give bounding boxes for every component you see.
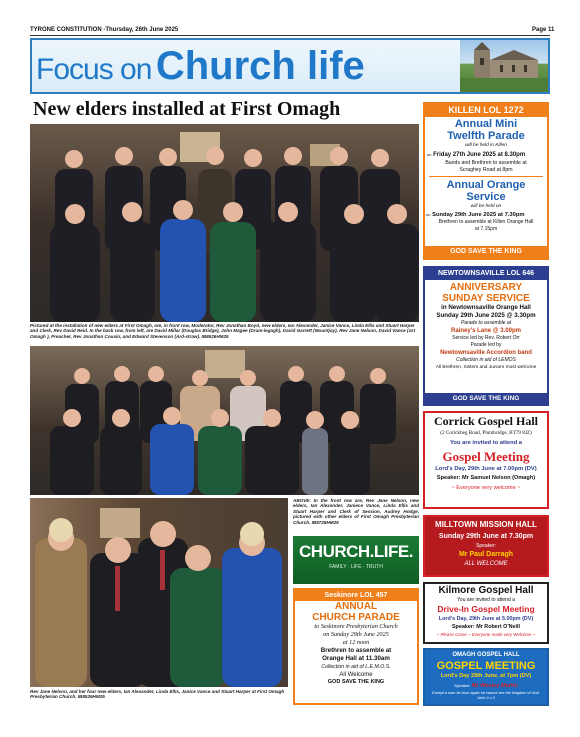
newtownsaville-line-7: Newtownsaville Accordion band: [440, 350, 532, 356]
killen-title-1: Annual Mini: [454, 118, 518, 130]
milltown-advert: [423, 515, 549, 577]
killen-on-2: on: [426, 212, 431, 217]
killen-assemble-4: at 7.15pm: [474, 226, 498, 232]
seskinore-line-2: on Sunday 29th June 2025: [323, 631, 389, 638]
newtownsaville-line-2: Sunday 29th June 2025 @ 3.30pm: [436, 312, 536, 319]
issue-dateline: TYRONE CONSTITUTION -Thursday, 26th June 2025: [30, 27, 179, 33]
seskinore-footer: GOD SAVE THE KING: [327, 679, 385, 685]
omagh-verse: Except a man be born again he cannot see the kingdom of God. John 3 v 3: [432, 691, 540, 700]
killen-date-1: [425, 150, 547, 160]
newtownsaville-advert: [423, 266, 549, 406]
church-life-tagline: FAMILY · LIFE · TRUTH: [329, 564, 383, 570]
group-photo-2-figures: [30, 346, 419, 495]
corrick-advert: [423, 411, 549, 509]
killen-footer: GOD SAVE THE KING: [425, 246, 547, 258]
seskinore-line-1: to Seskinore Presbyterian Church: [314, 623, 398, 630]
photo-1-caption: Pictured at the installation of new elders at First Omagh, are, in front row, Moderator, Rev Jonathan Boyd, new elders, Ian Alexander, Janice Vance, Linda Ellis and Stuart Harper and Clerk, Rev David Reid. In the back row, from left, are David Millar (Douglas Bridge), John Magee (Drum-legagh), David Garrett (Mountjoy), Rev Jane Nelson, David Vance (1st Omagh ), Preacher, Rev Jonathan Cousin, and Edward Stevenson (Ard-straw). IB8626HM25: [30, 323, 416, 339]
seskinore-line-4: Brethren to assemble at: [320, 647, 392, 654]
kilmore-subtitle: Drive-In Gospel Meeting: [437, 604, 535, 614]
killen-title-4: Service: [466, 191, 506, 203]
seskinore-line-3: at 12 noon: [342, 639, 370, 646]
killen-title-2: Twelfth Parade: [447, 130, 525, 142]
omagh-speaker-name: Mr Wesley Martin: [471, 683, 518, 689]
newtownsaville-line-5: Service led by Rev. Robert Orr: [452, 335, 520, 341]
killen-advert: [423, 102, 549, 260]
seskinore-line-6: Collection in aid of L.E.M.O.S.: [321, 664, 391, 670]
killen-held-2: will be held on: [470, 204, 502, 209]
elders-group-photo-2: [30, 346, 419, 495]
newtownsaville-header: NEWTOWNSAVILLE LOL 646: [425, 268, 547, 280]
elders-group-photo-3: [30, 498, 288, 687]
killen-assemble-3: Brethren to assemble at Killen Orange Hall: [438, 219, 534, 225]
milltown-date: Sunday 29th June at 7.30pm: [438, 533, 534, 540]
newtownsaville-line-4: Rainey's Lane @ 3.00pm: [451, 328, 521, 334]
milltown-welcome: ALL WELCOME: [464, 561, 508, 567]
kilmore-date: Lord's Day, 29th June at 5.00pm (DV): [438, 616, 534, 622]
milltown-title: MILLTOWN MISSION HALL: [435, 520, 537, 529]
killen-held-1: will be held in Killen: [465, 143, 507, 148]
milltown-speaker-label: Speaker:: [475, 543, 496, 549]
killen-date-2: [425, 211, 547, 219]
killen-assemble-1: Bands and Brethren to assemble at: [445, 160, 527, 166]
killen-on-1: on: [427, 152, 432, 157]
corrick-date: Lord's Day, 29th June at 7.00pm (DV): [435, 466, 537, 472]
kilmore-invite: You are invited to attend a: [457, 597, 515, 603]
corrick-welcome: ~ Everyone very welcome ~: [451, 485, 521, 491]
elders-group-photo-1: [30, 124, 419, 322]
page-number: Page 11: [532, 27, 555, 33]
corrick-address: (2 Corickbeg Road, Plumbridge, BT79 8JZ): [440, 430, 532, 436]
section-title: [36, 44, 365, 89]
newtownsaville-line-9: All Brethren, Sisters and Juniors most welcome: [435, 365, 537, 370]
newtownsaville-title-2: SUNDAY SERVICE: [442, 293, 530, 304]
milltown-speaker: Mr Paul Darragh: [458, 551, 514, 558]
omagh-subtitle: GOSPEL MEETING: [436, 660, 536, 672]
church-life-logo-text: CHURCH.LIFE.: [299, 542, 413, 561]
newtownsaville-line-8: Collection in aid of LEMOS: [456, 357, 516, 363]
omagh-speaker: [425, 681, 547, 691]
church-photo: [460, 40, 548, 92]
omagh-gospel-advert: [423, 648, 549, 706]
omagh-title: OMAGH GOSPEL HALL: [452, 652, 520, 658]
group-photo-1-figures: [30, 124, 419, 322]
group-photo-3-figures: [30, 498, 288, 687]
seskinore-title-2: CHURCH PARADE: [312, 612, 400, 623]
killen-header: KILLEN LOL 1272: [425, 104, 547, 117]
omagh-date: Lord's Day 29th June, at 7pm (DV): [440, 673, 532, 679]
newtownsaville-title-1: ANNIVERSARY: [449, 282, 523, 293]
corrick-subtitle: Gospel Meeting: [442, 449, 530, 464]
newtownsaville-footer: GOD SAVE THE KING: [425, 393, 547, 404]
church-life-advert: [293, 536, 419, 584]
omagh-speaker-label: Speaker:: [454, 683, 471, 688]
article-headline: New elders installed at First Omagh: [33, 98, 341, 120]
seskinore-title-1: ANNUAL: [334, 601, 378, 612]
kilmore-welcome: ~ Please Come ~ Everyone made very Welcome ~: [436, 632, 536, 637]
corrick-title: Corrick Gospel Hall: [434, 414, 538, 428]
section-title-prefix: Focus on: [36, 53, 152, 86]
newtownsaville-line-1: in Newtownsaville Orange Hall: [441, 304, 531, 311]
header-rule: [30, 35, 550, 36]
kilmore-advert: [423, 582, 549, 644]
corrick-invite: You are invited to attend a: [449, 440, 523, 446]
newtownsaville-line-6: Parade led by: [470, 342, 502, 348]
newtownsaville-line-3: Parade to assemble at: [460, 320, 512, 326]
seskinore-line-5: Orange Hall at 11.30am: [322, 655, 390, 662]
killen-divider: [429, 176, 543, 177]
killen-date-1-text: Friday 27th June 2025 at 8.30pm: [433, 152, 526, 158]
kilmore-speaker: Speaker: Mr Robert O'Neill: [451, 624, 521, 630]
section-title-main: Church life: [155, 44, 365, 88]
seskinore-header: Seskinore LOL 457: [295, 590, 417, 601]
seskinore-line-7: All Welcome: [339, 672, 373, 678]
killen-title-3: Annual Orange: [446, 179, 526, 191]
killen-assemble-2: Scraghey Road at 8pm: [459, 167, 513, 173]
kilmore-title: Kilmore Gospel Hall: [438, 585, 534, 596]
seskinore-advert: [293, 588, 419, 705]
photo-2-caption: ABOVE: In the front row are, Rev Jane Nelson, new elders, Ian Alexander, Janiece Vance, Linda Ellis and Stuart Harper and Clerk of Session, Audrey Hodge, pictured with other elders of First Omagh Presbyterian Church. IB8728HM25: [293, 498, 419, 525]
killen-date-2-text: Sunday 29th June 2025 at 7.30pm: [432, 212, 525, 218]
photo-3-caption: Rev Jane Nelson, and her four new elders, Ian Alexander, Linda Ellis, Janice Vance and Stuart Harper at First Omagh Presbyterian Church. IB8526HM25: [30, 689, 285, 700]
corrick-speaker: Speaker: Mr Samuel Nelson (Omagh): [436, 475, 536, 481]
